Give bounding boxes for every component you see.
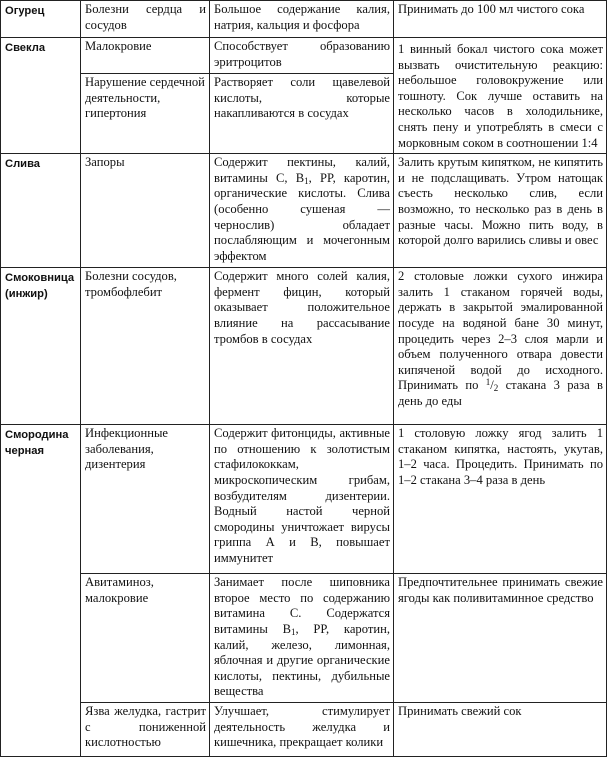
property-cell: Способствует образованию эритроцитов [210, 38, 394, 74]
usage-cell: Залить крутым кипятком, не кипятить и не подслащивать. Утром натощак съесть несколько слив, если возможно, то несколько раз в день в разные часы. Можно пить воду, в которой долго варились сливы и овес [394, 154, 607, 268]
table-row [1, 574, 607, 703]
table-row [1, 425, 607, 574]
disease-cell: Инфекционные заболевания, дизентерия [81, 425, 210, 574]
property-cell: Содержит много солей калия, фермент фицин, который оказывает положительное влияние на рассасывание тромбов в сосудах [210, 268, 394, 425]
usage-cell: Принимать до 100 мл чистого сока [394, 1, 607, 38]
property-cell: Растворяет соли щавелевой кислоты, которые накапливаются в сосудах [210, 74, 394, 154]
fraction-denominator: 2 [493, 383, 499, 394]
usage-cell: 1 винный бокал чистого сока может вызвать очистительную реакцию: небольшое головокружение или тошноту. Сок лучше оставить на несколько часов в холодильнике, снять пену и употреблять в смеси с морковным соком в соотношении 1:4 [394, 38, 607, 154]
disease-cell: Нарушение сердечной деятельности, гипертония [81, 74, 210, 154]
disease-cell: Авитаминоз, малокровие [81, 574, 210, 703]
property-cell: Улучшает, стимулирует деятельность желудка и кишечника, прекращает колики [210, 702, 394, 756]
table-row [1, 38, 607, 74]
table-row [1, 154, 607, 268]
usage-cell: 2 столовые ложки сухого инжира залить 1 стаканом горячей воды, держать в закрытой эмалированной посуде на водяной бане 30 минут, процедить через 2–3 слоя марли и объем полученного отвара довести кипяченой водой до исходного. Принимать по $^1/_2$ стакана 3 раза в день до еды [394, 268, 607, 425]
table-row [1, 702, 607, 756]
property-text: , PP, каротин, калий, железо, лимонная, яблочная и другие органические кислоты, пектины, дубильные вещества [214, 621, 390, 699]
vitamin-subscript: 1 [304, 175, 309, 186]
disease-cell: Запоры [81, 154, 210, 268]
usage-text: стакана 3 раза в день до еды [398, 378, 603, 408]
usage-cell: 1 столовую ложку ягод залить 1 стаканом кипятка, настоять, укутав, 1–2 часа. Процедить. Принимать по 1–2 стакана 3–4 раза в день [394, 425, 607, 574]
plant-name: Смоковница (инжир) [1, 268, 81, 425]
disease-cell: Болезни сосудов, тромбофлебит [81, 268, 210, 425]
property-cell [210, 154, 394, 268]
fraction-numerator: 1 [485, 377, 491, 388]
property-text: , PP, каротин, органические кислоты. Слива (особенно сушеная — чернослив) обладает послабляющим и мочегонным эффектом [214, 170, 390, 263]
plant-name: Огурец [1, 1, 81, 38]
table-row [1, 268, 607, 425]
disease-cell: Язва желудка, гастрит с пониженной кислотностью [81, 702, 210, 756]
usage-cell: Предпочтительнее принимать свежие ягоды как поливитаминное средство [394, 574, 607, 703]
plant-name: Слива [1, 154, 81, 268]
property-cell: Содержит фитонциды, активные по отношению к золотистым стафилококкам, микроскопическим грибам, возбудителям дизентерии. Водный настой черной смородины уничтожает вирусы гриппа А и В, повышает иммунитет [210, 425, 394, 574]
usage-cell: Принимать свежий сок [394, 702, 607, 756]
usage-text: 2 столовые ложки сухого инжира залить 1 стаканом горячей воды, держать в закрытой эмалированной посуде на водяной бане 30 минут, процедить через 2–3 слоя марли и объем полученного отвара довести кипяченой водой до исходного. Принимать по [398, 269, 603, 393]
property-text: Занимает после шиповника второе место по содержанию витамина С. Содержатся витамины B [214, 575, 390, 636]
plant-name: Смородина черная [1, 425, 81, 757]
table-row [1, 1, 607, 38]
disease-cell: Малокровие [81, 38, 210, 74]
property-text: Содержит пектины, калий, витамины С, B [214, 155, 390, 185]
property-cell [210, 574, 394, 703]
plant-name: Свекла [1, 38, 81, 154]
disease-cell: Болезни сердца и сосудов [81, 1, 210, 38]
property-cell: Большое содержание калия, натрия, кальция и фосфора [210, 1, 394, 38]
vitamin-subscript: 1 [291, 626, 296, 637]
